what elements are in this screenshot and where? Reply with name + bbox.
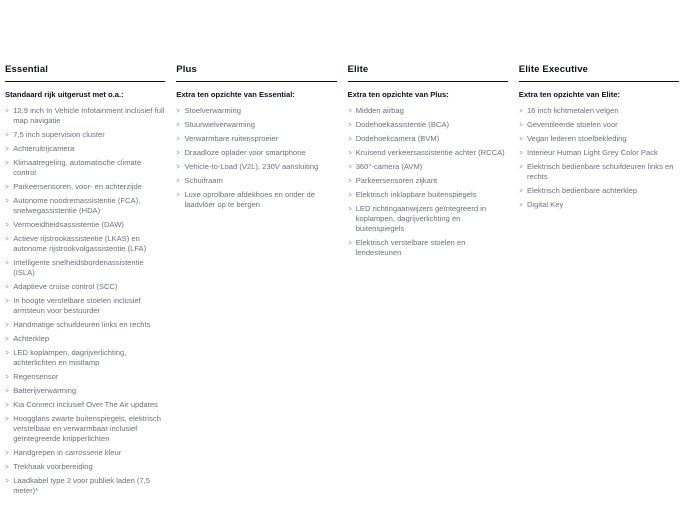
feature-item [176, 120, 336, 130]
feature-text: LED koplampen, dagrijverlichting, achterlichten en mistlamp [13, 348, 127, 367]
feature-item [5, 234, 165, 254]
chevron-right-icon: > [5, 158, 9, 167]
feature-item [5, 144, 165, 154]
trim-column-elite-executive [519, 64, 679, 500]
feature-item [5, 182, 165, 192]
feature-text: Vermoeidheidsassistentie (DAW) [13, 220, 124, 229]
chevron-right-icon: > [176, 162, 181, 171]
feature-text: Kia Connect inclusief Over The Air updates [13, 400, 158, 409]
trim-subtitle: Extra ten opzichte van Plus: [347, 90, 449, 99]
chevron-right-icon: > [176, 148, 181, 157]
feature-text: Elektrisch verstelbare stoelen en lendesteunen [355, 238, 466, 257]
feature-text: Adaptieve cruise control (SCC) [13, 282, 118, 291]
chevron-right-icon: > [5, 448, 9, 457]
feature-item [5, 106, 165, 126]
chevron-right-icon: > [519, 148, 523, 157]
chevron-right-icon: > [5, 234, 9, 243]
trim-subtitle: Extra ten opzichte van Elite: [518, 90, 621, 99]
feature-item [348, 134, 508, 144]
feature-text: Handmatige schuifdeuren links en rechts [13, 320, 151, 329]
chevron-right-icon: > [5, 220, 9, 229]
feature-item [348, 190, 508, 200]
feature-text: Parkeersensoren zijkant [355, 176, 438, 185]
feature-text: Klimaatregeling, automatische climate control [13, 158, 142, 177]
feature-text: Autonome noodremassistentie (FCA), snelwegassistentie (HDA) [13, 196, 141, 215]
trim-column-elite [348, 64, 508, 500]
feature-item [519, 134, 679, 144]
feature-item [348, 204, 508, 234]
feature-text: Elektrisch bedienbare achterklep [526, 186, 638, 195]
chevron-right-icon: > [176, 120, 181, 129]
feature-item [5, 258, 165, 278]
chevron-right-icon: > [347, 238, 352, 247]
feature-item [348, 120, 508, 130]
chevron-right-icon: > [347, 106, 352, 115]
feature-text: Intelligente snelheidsbordenassistentie (ISLA) [13, 258, 144, 277]
feature-list [5, 106, 165, 496]
chevron-right-icon: > [519, 200, 523, 209]
feature-item [5, 196, 165, 216]
feature-item [5, 476, 165, 496]
feature-item [5, 296, 165, 316]
feature-text: Stoelverwarming [184, 106, 242, 115]
chevron-right-icon: > [5, 320, 9, 329]
feature-item [5, 320, 165, 330]
chevron-right-icon: > [176, 134, 181, 143]
chevron-right-icon: > [5, 144, 9, 153]
feature-item [176, 106, 336, 116]
chevron-right-icon: > [347, 148, 352, 157]
chevron-right-icon: > [5, 334, 9, 343]
feature-item [519, 148, 679, 158]
feature-text: In hoogte verstelbare stoelen inclusief armsteun voor bestuurder [13, 296, 141, 315]
feature-text: Achterklep [13, 334, 50, 343]
feature-item [348, 238, 508, 258]
chevron-right-icon: > [5, 386, 9, 395]
feature-list [348, 106, 508, 258]
chevron-right-icon: > [5, 296, 9, 305]
chevron-right-icon: > [5, 258, 9, 267]
chevron-right-icon: > [5, 476, 9, 485]
chevron-right-icon: > [519, 120, 523, 129]
feature-item [5, 348, 165, 368]
feature-item [176, 190, 336, 210]
feature-text: Schuifraam [184, 176, 223, 185]
feature-text: Handgrepen in carrosserie kleur [13, 448, 122, 457]
feature-text: Trekhaak voorbereiding [13, 462, 93, 471]
trim-title: Elite Executive [519, 64, 679, 82]
feature-text: Laadkabel type 2 voor publiek laden (7,5 meter)* [13, 476, 150, 495]
feature-item [519, 162, 679, 182]
feature-text: Actieve rijstrookassistentie (LKAS) en autonome rijstrookvolgassistentie (LFA) [13, 234, 147, 253]
trim-title: Elite [348, 64, 508, 82]
feature-text: Midden airbag [355, 106, 404, 115]
feature-item [5, 448, 165, 458]
feature-item [519, 106, 679, 116]
chevron-right-icon: > [5, 182, 9, 191]
feature-text: Kruisend verkeersassistentie achter (RCCA) [355, 148, 505, 157]
feature-item [176, 134, 336, 144]
feature-text: Regensensor [13, 372, 59, 381]
feature-list [519, 106, 679, 210]
feature-item [5, 414, 165, 444]
trim-subtitle: Extra ten opzichte van Essential: [176, 90, 295, 99]
feature-text: Vehicle-to-Load (V2L), 230V aansluiting [184, 162, 319, 171]
feature-item [348, 148, 508, 158]
chevron-right-icon: > [5, 372, 9, 381]
chevron-right-icon: > [176, 106, 181, 115]
feature-item [5, 334, 165, 344]
feature-item [519, 120, 679, 130]
feature-item [519, 186, 679, 196]
feature-text: Hoogglans zwarte buitenspiegels, elektrisch verstelbaar en verwarmbaar inclusief geïntegreerde knipperlichten [13, 414, 161, 443]
trim-column-essential [5, 64, 165, 500]
chevron-right-icon: > [5, 106, 9, 115]
chevron-right-icon: > [347, 162, 352, 171]
feature-item [176, 176, 336, 186]
feature-text: Geventileerde stoelen voor [526, 120, 618, 129]
trim-title: Essential [5, 64, 165, 82]
feature-text: Parkeersensoren, voor- en achterzijde [13, 182, 142, 191]
feature-text: Elektrisch bedienbare schuifdeuren links en rechts [526, 162, 674, 181]
feature-text: Batterijverwarming [13, 386, 77, 395]
feature-list [176, 106, 336, 210]
feature-text: LED richtingaanwijzers geïntegreerd in koplampen, dagrijverlichting en buitenspiegels [355, 204, 487, 233]
feature-item [348, 106, 508, 116]
feature-item [5, 372, 165, 382]
feature-item [176, 148, 336, 158]
chevron-right-icon: > [176, 190, 181, 199]
trim-title: Plus [176, 64, 336, 82]
feature-text: Digital Key [526, 200, 564, 209]
feature-item [5, 282, 165, 292]
feature-text: Achteruitrijcamera [13, 144, 75, 153]
feature-text: Dodehoekcamera (BVM) [355, 134, 440, 143]
feature-text: 12,9 inch In Vehicle Infotainment inclusief full map navigatie [13, 106, 165, 125]
feature-item [176, 162, 336, 172]
chevron-right-icon: > [519, 162, 523, 171]
chevron-right-icon: > [5, 414, 9, 423]
chevron-right-icon: > [5, 348, 9, 357]
chevron-right-icon: > [519, 186, 523, 195]
trim-subtitle: Standaard rijk uitgerust met o.a.: [5, 90, 124, 99]
chevron-right-icon: > [347, 204, 352, 213]
chevron-right-icon: > [347, 176, 352, 185]
chevron-right-icon: > [5, 130, 9, 139]
feature-item [519, 200, 679, 210]
chevron-right-icon: > [5, 400, 9, 409]
chevron-right-icon: > [347, 120, 352, 129]
feature-text: 16 inch lichtmetalen velgen [526, 106, 619, 115]
chevron-right-icon: > [347, 134, 352, 143]
feature-item [5, 130, 165, 140]
feature-text: Verwarmbare ruitensproeier [184, 134, 279, 143]
feature-item [5, 400, 165, 410]
chevron-right-icon: > [347, 190, 352, 199]
feature-text: Elektrisch inklapbare buitenspiegels [355, 190, 477, 199]
feature-text: Stuurwielverwarming [184, 120, 255, 129]
feature-item [5, 220, 165, 230]
chevron-right-icon: > [5, 282, 9, 291]
feature-item [348, 162, 508, 172]
feature-text: Vegan lederen stoelbekleding [526, 134, 627, 143]
feature-text: 7,5 inch supervision cluster [13, 130, 105, 139]
feature-text: Draadloze oplader voor smartphone [184, 148, 306, 157]
feature-item [348, 176, 508, 186]
chevron-right-icon: > [5, 196, 9, 205]
feature-item [5, 158, 165, 178]
feature-text: Luxe oprolbare afdekhoes en onder de laadvloer op te bergen [184, 190, 315, 209]
chevron-right-icon: > [519, 134, 523, 143]
chevron-right-icon: > [176, 176, 181, 185]
chevron-right-icon: > [519, 106, 523, 115]
feature-text: Interieur Human Light Grey Color Pack [526, 148, 658, 157]
trim-column-plus [176, 64, 336, 500]
feature-item [5, 462, 165, 472]
chevron-right-icon: > [5, 462, 9, 471]
feature-text: Dodehoekassistentie (BCA) [355, 120, 449, 129]
feature-text: 360°-camera (AVM) [355, 162, 423, 171]
feature-item [5, 386, 165, 396]
